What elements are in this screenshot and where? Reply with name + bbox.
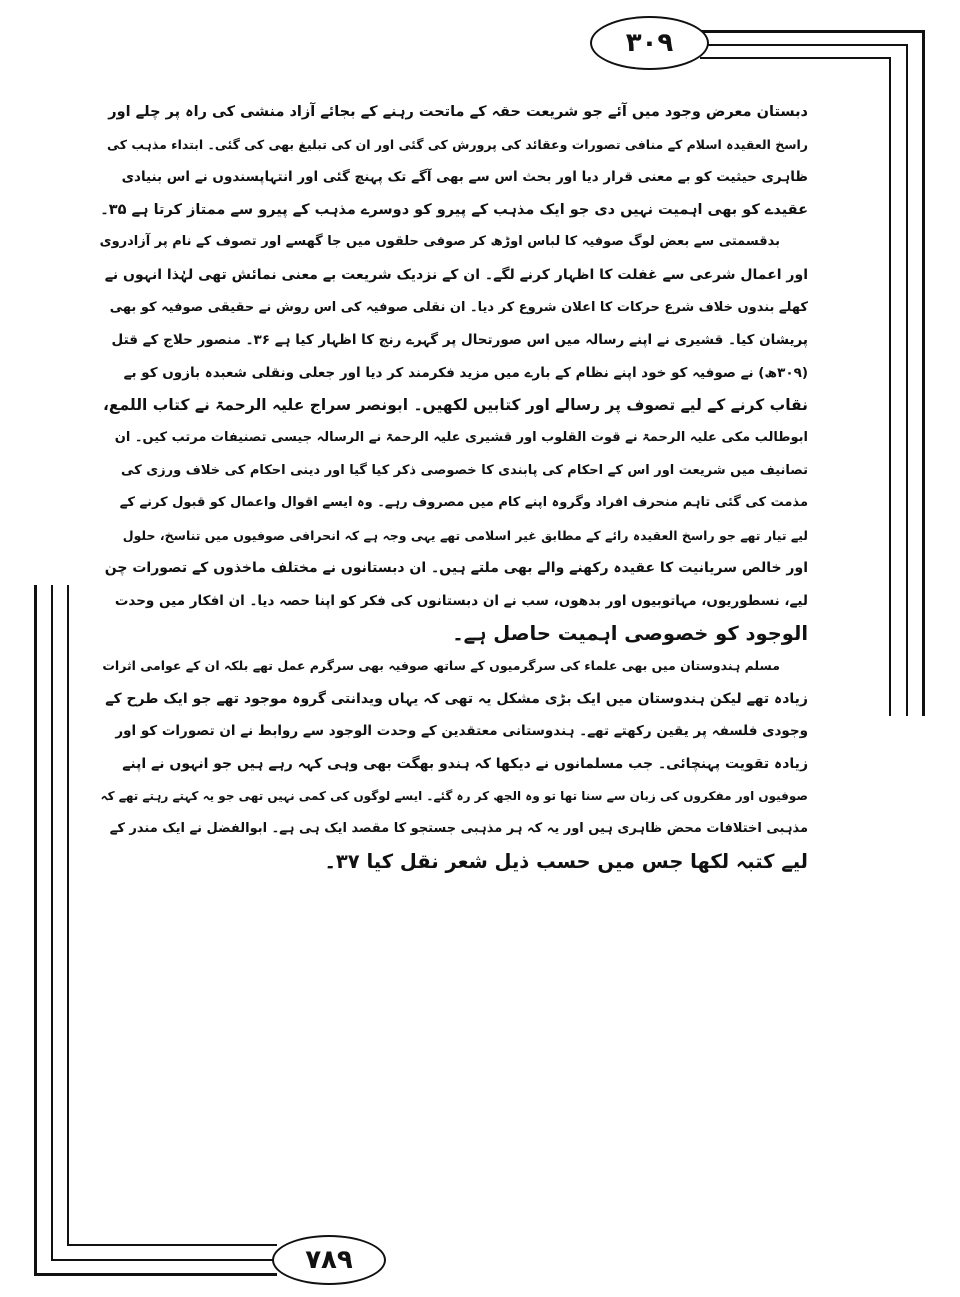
header-page-number: ۳۰۹ [590,16,709,70]
text-line: دبستان معرض وجود میں آئے جو شریعت حقہ کے ماتحت رہنے کے بجائے آزاد منشی کی راہ پر چلے اور [108,104,808,120]
frame-left-line-outer [34,585,37,1275]
text-line: لیے، نسطوریوں، مہاتوبیوں اور بدھوں، سب نے ان دبستانوں کی فکر کو اپنا حصہ دیا۔ ان افکار میں وحدت [114,592,808,609]
frame-top-line-innermost [700,57,890,59]
text-line: (۳۰۹ھ) نے صوفیہ کو خود اپنے نظام کے بارے میں مزید فکرمند کر دیا اور جعلی ونقلی شعبدہ بازوں کو بے [123,364,808,381]
frame-bottom-line-outer [34,1273,277,1276]
text-line: وجودی فلسفہ پر یقین رکھتے تھے۔ ہندوستانی معتقدین کے وحدت الوجود سے روابط نے ان تصورات کو اور [115,723,808,740]
text-line: الوجود کو خصوصی اہمیت حاصل ہے۔ [452,621,808,645]
text-line: زیادہ تقویت پہنچائی۔ جب مسلمانوں نے دیکھا کہ ہندو بھگت بھی وہی کہہ رہے ہیں جو انہوں نے اپنے [122,755,808,772]
text-line: مذمت کی گئی تاہم منحرف افراد وگروہ اپنے کام میں مصروف رہے۔ وہ ایسے اقوال واعمال کو قبول کرنے کے [119,495,808,511]
text-line: تصانیف میں شریعت اور اس کے احکام کی پابندی کا خصوصی ذکر کیا گیا اور دینی احکام کی خلاف ورزی کی [121,462,808,478]
text-line: نقاب کرنے کے لیے تصوف پر رسالے اور کتابیں لکھیں۔ ابونصر سراج علیہ الرحمۃ نے کتاب اللمع، [103,396,808,415]
text-line: کھلے بندوں خلاف شرع حرکات کا اعلان شروع کر دیا۔ ان نقلی صوفیہ کی اس روش نے حقیقی صوفیہ کو بھی [109,299,808,315]
frame-top-line-inner [700,44,907,46]
text-line: لیے تیار تھے جو راسخ العقیدہ رائے کے مطابق غیر اسلامی تھے یہی وجہ ہے کہ انحرافی صوفیوں میں تناسخ، حلول [122,527,808,543]
frame-left-line-inner [67,585,69,1245]
text-line: صوفیوں اور مفکروں کی زبان سے سنا تھا تو وہ الجھ کر رہ گئے۔ ایسے لوگوں کی کمی نہیں تھی جو یہ کہتے رہتے تھے کہ [100,789,808,804]
text-line: ابوطالب مکی علیہ الرحمۃ نے قوت القلوب اور قشیری علیہ الرحمۃ نے الرسالہ جیسی تصنیفات مرتب کیں۔ ان [114,429,808,445]
frame-bottom-line-inner [67,1244,277,1246]
frame-top-line [700,30,924,33]
text-line: بدقسمتی سے بعض لوگ صوفیہ کا لباس اوڑھ کر صوفی حلقوں میں جا گھسے اور تصوف کے نام پر آزادروی [100,234,780,250]
frame-bottom-line-middle [51,1259,277,1261]
frame-left-line-middle [51,585,53,1260]
frame-right-line-outer [922,30,925,716]
footer-page-number: ۷۸۹ [272,1235,386,1285]
body-text [100,96,808,878]
text-line: راسخ العقیدہ اسلام کے منافی تصورات وعقائد کی پرورش کی گئی اور ان کی تبلیغ بھی کی گئی۔ ابتداء مذہب کی [107,136,808,152]
text-line: لیے کتبہ لکھا جس میں حسب ذیل شعر نقل کیا ۳۷۔ [324,849,808,873]
text-line: زیادہ تھے لیکن ہندوستان میں ایک بڑی مشکل یہ تھی کہ یہاں ویدانتی گروہ موجود تھے جو ایک طرح کے [105,690,808,707]
text-line: مذہبی اختلافات محض ظاہری ہیں اور یہ کہ ہر مذہبی جستجو کا مقصد ایک ہی ہے۔ ابوالفضل نے ایک مندر کے [109,821,808,837]
frame-right-line-middle [906,44,908,716]
text-line: اور اعمال شرعی سے غفلت کا اظہار کرنے لگے۔ ان کے نزدیک شریعت بے معنی نمائش تھی لہٰذا انہوں نے [104,266,808,283]
text-line: مسلم ہندوستان میں بھی علماء کی سرگرمیوں کے ساتھ صوفیہ بھی سرگرم عمل تھے بلکہ ان کے عوامی اثرات [102,658,780,674]
text-line: پریشان کیا۔ قشیری نے اپنے رسالہ میں اس صورتحال پر گہرے رنج کا اظہار کیا ہے ۳۶۔ منصور حلاج کے قتل [111,332,808,349]
text-line: ظاہری حیثیت کو بے معنی قرار دیا اور بحث اس سے بھی آگے تک پہنچ گئی اور انتہاپسندوں نے اس بنیادی [121,169,808,186]
frame-right-line-inner [889,57,891,716]
text-line: عقیدے کو بھی اہمیت نہیں دی جو ایک مذہب کے پیرو کو دوسرے مذہب کے پیرو سے ممتاز کرتا ہے ۳۵۔ [100,201,808,218]
text-line: اور خالص سریانیت کا عقیدہ رکھنے والے بھی ملتے ہیں۔ ان دبستانوں نے مختلف ماخذوں کے تصورات چن [104,560,808,577]
